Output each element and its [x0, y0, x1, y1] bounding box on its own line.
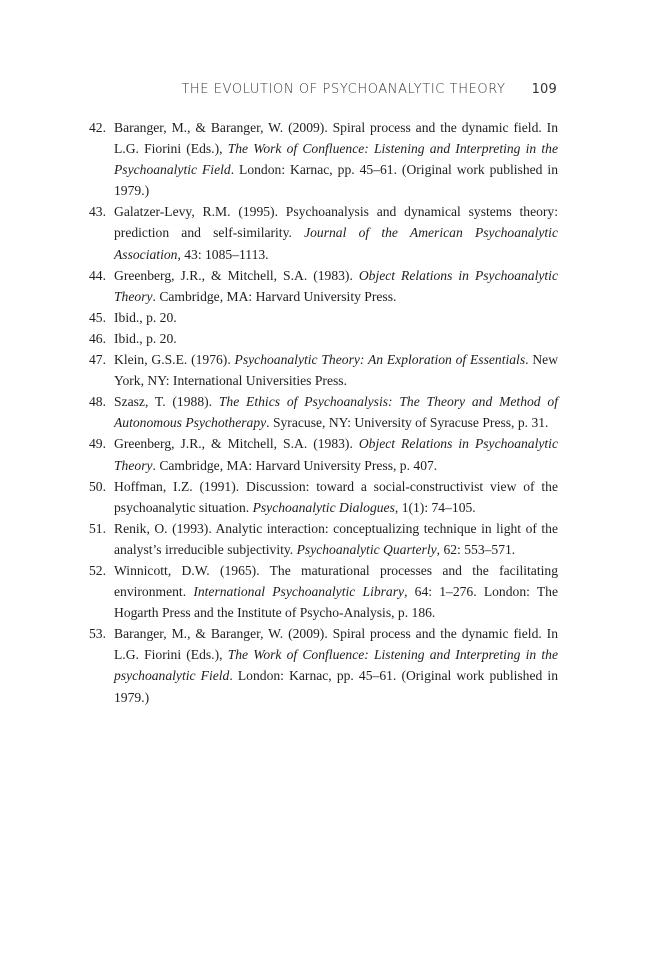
endnote-title-italic: International Psychoanalytic Library — [193, 584, 405, 600]
endnote-text-segment: , 43: 1085–1113. — [177, 246, 269, 262]
endnote-text — [114, 201, 558, 264]
endnote-text — [114, 391, 558, 433]
endnote-text-segment: , 1(1): 74–105. — [394, 499, 476, 515]
endnote-title-italic: Journal of the American Psychoanalytic Association — [114, 225, 558, 262]
endnote-text-segment: , 64: 1–276. London: The Hogarth Press and the Institute of Psycho-Analysis, p. 186. — [114, 584, 558, 621]
endnote — [78, 518, 558, 560]
endnote-title-italic: Psychoanalytic Theory: An Exploration of Essentials — [234, 352, 526, 368]
endnote — [78, 265, 558, 307]
endnote-text — [114, 433, 558, 475]
endnote-title-italic: The Work of Confluence: Listening and Interpreting in the Psychoanalytic Field — [114, 141, 558, 178]
endnote-text — [114, 349, 558, 391]
endnote-text-segment: Greenberg, J.R., & Mitchell, S.A. (1983). — [114, 436, 359, 452]
endnote-text-segment: Klein, G.S.E. (1976). — [114, 352, 235, 368]
endnote-number: 45. — [89, 309, 106, 325]
endnote-number: 48. — [89, 394, 106, 410]
endnote-text-segment: Galatzer-Levy, R.M. (1995). Psychoanalysis and dynamical systems theory: prediction and self-similarity. — [114, 204, 558, 241]
endnote-number: 44. — [89, 267, 106, 283]
endnote — [78, 117, 558, 201]
endnote-title-italic: Object Relations in Psychoanalytic Theory — [114, 436, 558, 473]
endnote-text-segment: Szasz, T. (1988). — [114, 394, 219, 410]
endnote — [78, 328, 558, 349]
endnote — [78, 391, 558, 433]
endnote-text-segment: . London: Karnac, pp. 45–61. (Original work published in 1979.) — [114, 668, 559, 705]
endnote-number: 53. — [89, 626, 106, 642]
endnote-number: 43. — [89, 204, 106, 220]
endnote-text-segment: Ibid., p. 20. — [114, 309, 177, 325]
endnote-text-segment: Greenberg, J.R., & Mitchell, S.A. (1983). — [114, 267, 359, 283]
page-number: 109 — [531, 82, 557, 97]
endnote-number: 47. — [89, 352, 106, 368]
endnote-number: 50. — [89, 478, 106, 494]
running-title: THE EVOLUTION OF PSYCHOANALYTIC THEORY — [181, 82, 506, 97]
endnote-text — [114, 328, 558, 349]
endnote-text-segment: . Cambridge, MA: Harvard University Press, p. 407. — [152, 457, 438, 473]
endnote-title-italic: Psychoanalytic Dialogues — [252, 499, 395, 515]
endnote — [78, 433, 558, 475]
endnote-title-italic: Psychoanalytic Quarterly — [296, 541, 437, 557]
endnote-title-italic: Object Relations in Psychoanalytic Theory — [114, 267, 558, 304]
endnote-text-segment: Baranger, M., & Baranger, W. (2009). Spiral process and the dynamic field. In L.G. Fiorini (Eds.), — [114, 626, 558, 663]
endnote-title-italic: The Ethics of Psychoanalysis: The Theory and Method of Autonomous Psychotherapy — [114, 394, 558, 431]
endnote-text — [114, 265, 558, 307]
endnote-number: 42. — [89, 120, 106, 135]
endnote-text-segment: . Syracuse, NY: University of Syracuse Press, p. 31. — [266, 415, 549, 431]
endnote-text-segment: . Cambridge, MA: Harvard University Press. — [152, 288, 397, 304]
endnote-text — [114, 117, 558, 201]
endnote-text-segment: Baranger, M., & Baranger, W. (2009). Spiral process and the dynamic field. In L.G. Fiorini (Eds.), — [114, 120, 558, 157]
endnote-text-segment: Hoffman, I.Z. (1991). Discussion: toward a social-constructivist view of the psychoanalytic situation. — [114, 478, 558, 515]
endnote-number: 51. — [89, 520, 106, 536]
endnote-title-italic: The Work of Confluence: Listening and Interpreting in the psychoanalytic Field — [114, 647, 558, 684]
running-head — [0, 82, 557, 97]
endnote-number: 46. — [89, 330, 106, 346]
endnote-text — [114, 307, 558, 328]
endnote-text — [114, 560, 558, 623]
endnote-text-segment: Renik, O. (1993). Analytic interaction: conceptualizing technique in light of the analyst’s irreducible subjectivity. — [114, 520, 558, 557]
endnotes-list — [78, 117, 558, 708]
endnote-text-segment: Ibid., p. 20. — [114, 330, 177, 346]
endnote-text-segment: Winnicott, D.W. (1965). The maturational processes and the facilitating environment. — [114, 562, 558, 600]
endnote — [78, 349, 558, 391]
endnote-text — [114, 476, 558, 518]
endnote — [78, 560, 558, 623]
endnote-number: 49. — [89, 436, 106, 452]
endnote-text-segment: . London: Karnac, pp. 45–61. (Original work published in 1979.) — [114, 162, 558, 199]
endnote — [78, 201, 558, 264]
endnote — [78, 307, 558, 328]
endnote — [78, 623, 558, 707]
endnote-text-segment: , 62: 553–571. — [436, 541, 516, 557]
endnote-text-segment: . New York, NY: International Universities Press. — [114, 352, 559, 389]
endnote-text — [114, 623, 558, 707]
endnote-text — [114, 518, 558, 560]
endnote-number: 52. — [89, 562, 106, 578]
endnote — [78, 476, 558, 518]
